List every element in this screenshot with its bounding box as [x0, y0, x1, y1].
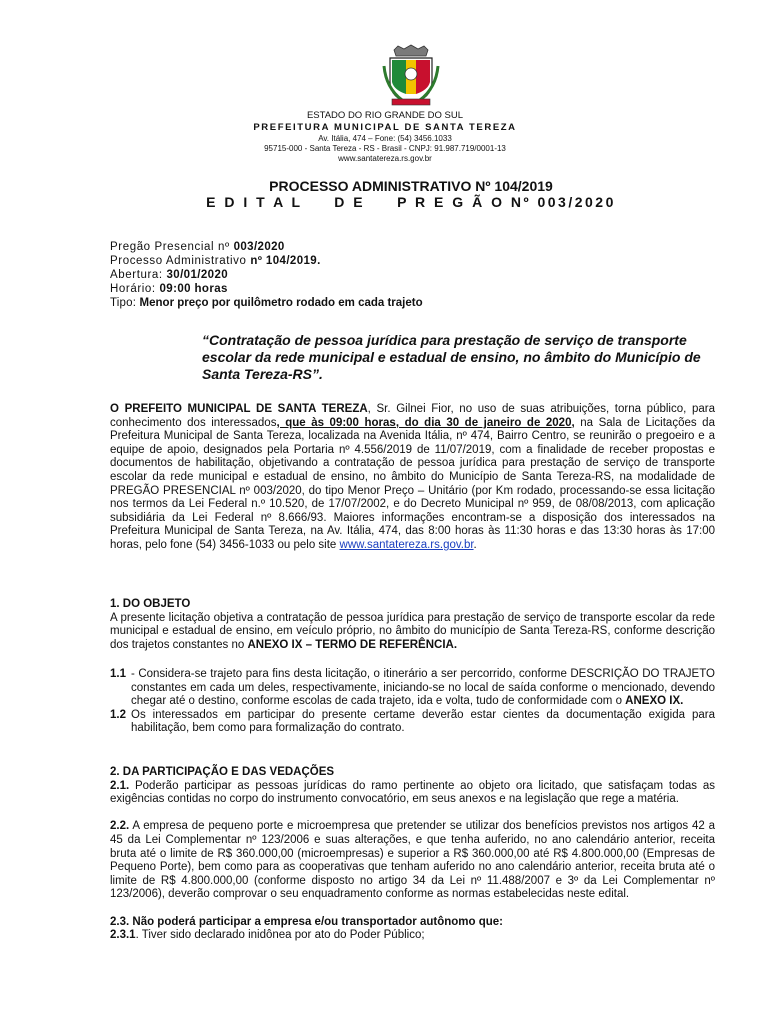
list-item: 1.1 - Considera-se trajeto para fins desta licitação, o itinerário a ser percorrido, conforme DESCRIÇÃO DO TRAJETO constantes em cada um deles, respectivamente, iniciando-se no local de saída conforme o mencionado, devendo chegar até o destino, conforme escolas de cada trajeto, ida e volta, tudo de conformidade com o ANEXO IX. [110, 668, 715, 708]
intro-paragraph: O PREFEITO MUNICIPAL DE SANTA TEREZA, Sr. Gilnei Fior, no uso de suas atribuições, torna público, para conhecimento dos interessados, que às 09:00 horas, do dia 30 de janeiro de 2020, na Sala de Licitações da Prefeitura Municipal de Santa Tereza, localizada na Avenida Itália, nº 474, Bairro Centro, se reunirão o pregoeiro e a equipe de apoio, designados pela Portaria nº 4.556/2019 de 11/07/2019, com a finalidade de receber propostas e documentos de habilitação, objetivando a contratação de pessoa jurídica para prestação de serviço de transporte escolar da rede municipal e estadual de ensino, no âmbito do Município de Santa Tereza-RS, na modalidade de PREGÃO PRESENCIAL nº 003/2020, do tipo Menor Preço – Unitário (por Km rodado, processando-se essa licitação nos termos da Lei Federal n.º 10.520, de 17/07/2002, e do Decreto Municipal nº 959, de 08/08/2013, com aplicação subsidiária da Lei Federal nº 8.666/93. Maiores informações encontram-se a disposição dos interessados na Prefeitura Municipal de Santa Tereza, na Av. Itália, 474, das 8:00 horas às 11:30 horas e das 13:30 horas às 17:00 horas, pelo fone (54) 3456-1033 ou pelo site www.santatereza.rs.gov.br. [110, 403, 715, 551]
list-item: 1.2 Os interessados em participar do presente certame deverão estar cientes da documentação exigida para habilitação, bem como para formalização do contrato. [110, 708, 715, 735]
info-horario: Horário: 09:00 horas [110, 283, 228, 295]
section-1-items [110, 668, 715, 736]
header-address: Av. Itália, 474 – Fone: (54) 3456.1033 [318, 134, 452, 143]
process-title: PROCESSO ADMINISTRATIVO Nº 104/2019 [269, 178, 553, 194]
info-tipo: Tipo: Menor preço por quilômetro rodado em cada trajeto [110, 297, 423, 309]
info-processo: Processo Administrativo nº 104/2019. [110, 255, 321, 267]
header-municipality: PREFEITURA MUNICIPAL DE SANTA TEREZA [253, 122, 517, 133]
header-cep-cnpj: 95715-000 - Santa Tereza - RS - Brasil - CNPJ: 91.987.719/0001-13 [264, 144, 506, 153]
header-state: ESTADO DO RIO GRANDE DO SUL [306, 110, 464, 121]
section-2-heading: 2. DA PARTICIPAÇÃO E DAS VEDAÇÕES [110, 766, 335, 778]
municipal-coat-of-arms-icon [382, 44, 440, 106]
section-1-object: 1. DO OBJETO A presente licitação objetiva a contratação de pessoa jurídica para prestação de serviço de transporte escolar da rede municipal e estadual de ensino, em veículo próprio, no âmbito do município de Santa Tereza-RS, conforme descrição dos trajetos constantes no ANEXO IX – TERMO DE REFERÊNCIA. [110, 598, 715, 651]
info-abertura: Abertura: 30/01/2020 [110, 269, 229, 281]
section-1-heading: 1. DO OBJETO [110, 598, 191, 610]
header-website: www.santatereza.rs.gov.br [338, 154, 432, 163]
info-pregao: Pregão Presencial nº 003/2020 [110, 241, 285, 253]
intro-lead: O PREFEITO MUNICIPAL DE SANTA TEREZA [110, 403, 368, 415]
intro-date: , que às 09:00 horas, do dia 30 de janeiro de 2020, [276, 416, 575, 429]
section-2-participation: 2. DA PARTICIPAÇÃO E DAS VEDAÇÕES 2.1. Poderão participar as pessoas jurídicas do ramo pertinente ao objeto ora licitado, que satisfaçam todas as exigências contidas no corpo do instrumento convocatório, em seus anexos e na legislação que rege a matéria. 2.2. A empresa de pequeno porte e microempresa que pretender se utilizar dos benefícios previstos nos artigos 42 a 45 da Lei Complementar nº 123/2006 e suas alterações, e que tenha auferido, no ano calendário anterior, receita bruta até o limite de R$ 360.000,00 (microempresas) e superior a R$ 360.000,00 até R$ 4.800.000,00 (Empresas de Pequeno Porte), bem como para as cooperativas que tenham auferido no ano calendário anterior, receita bruta até o limite de R$ 4.800.000,00 (conforme disposto no artigo 34 da Lei nº 11.488/2007 e 3º da Lei Complementar nº 123/2006), deverão comprovar o seu enquadramento conforme as normas estabelecidas neste edital. 2.3. Não poderá participar a empresa e/ou transportador autônomo que: 2.3.1. Tiver sido declarado inidônea por ato do Poder Público; [110, 766, 715, 942]
object-quote: “Contratação de pessoa jurídica para prestação de serviço de transporte escolar da rede municipal e estadual de ensino, no âmbito do Município de Santa Tereza-RS”. [202, 332, 701, 382]
annex-ix-reference: ANEXO IX – TERMO DE REFERÊNCIA. [247, 638, 458, 651]
edital-title: E D I T A L D E P R E G Ã O Nº 003/2020 [206, 194, 616, 210]
website-link[interactable]: www.santatereza.rs.gov.br [339, 538, 474, 551]
